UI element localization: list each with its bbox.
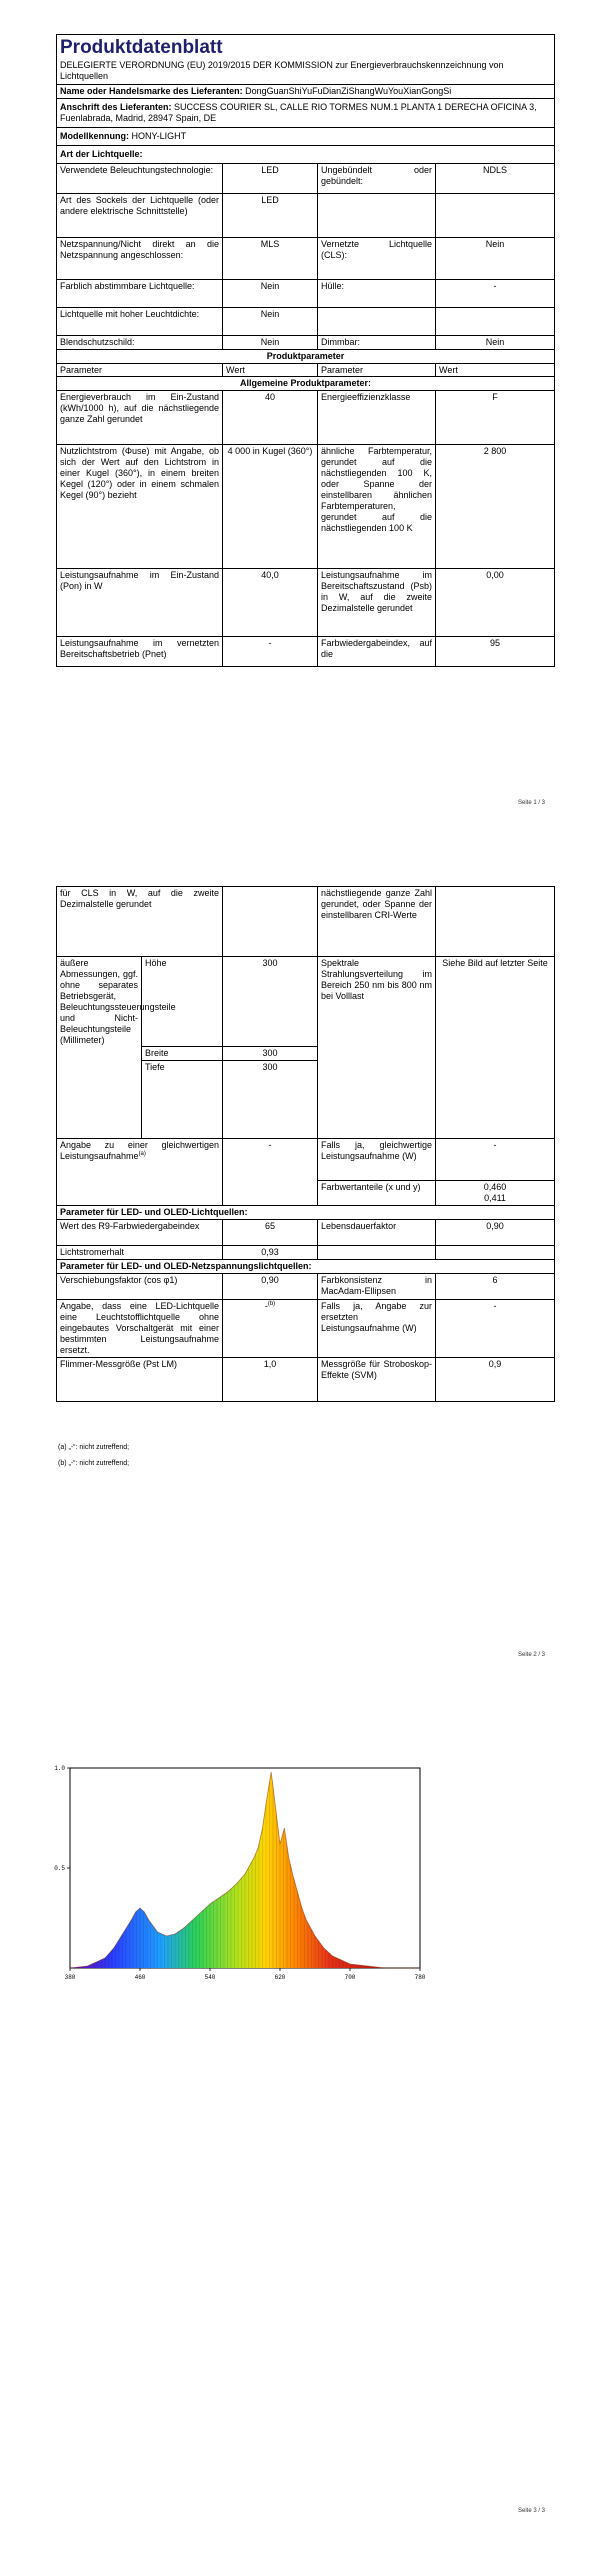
param-value: 0,9 [436,1357,555,1401]
general-params-header: Allgemeine Produktparameter: [57,377,555,391]
param-value: 0,00 [436,569,555,637]
param-value: 40,0 [223,569,318,637]
param-value: NDLS [436,163,555,193]
param-label: Verwendete Beleuchtungstechnologie: [57,163,223,193]
spectrum-chart [48,1760,428,2000]
param-label: Falls ja, Angabe zur ersetzten Leistungsaufnahme (W) [318,1299,436,1357]
param-value: - [223,1138,318,1205]
table-row [57,237,555,279]
param-label: Falls ja, gleichwertige Leistungsaufnahme (W) [318,1138,436,1180]
empty-cell [436,1245,555,1259]
param-label: Netzspannung/Nicht direkt an die Netzspannung angeschlossen: [57,237,223,279]
param-label: Hülle: [318,279,436,307]
page-title: Produktdatenblatt [60,37,223,58]
param-value [436,887,555,957]
param-label [318,193,436,237]
param-value: MLS [223,237,318,279]
param-value: - [436,279,555,307]
param-value: Nein [436,335,555,349]
table-row [57,1357,555,1401]
page-number: Seite 3 / 3 [518,2508,546,2514]
param-label: Dimmbar: [318,335,436,349]
table-row [57,391,555,445]
param-label: Vernetzte Lichtquelle (CLS): [318,237,436,279]
supplier-address-cell [57,98,555,127]
param-label: nächstliegende ganze Zahl gerundet, oder Spanne der einstellbaren CRI-Werte [318,887,436,957]
param-value: Nein [223,335,318,349]
param-label: Ungebündelt oder gebündelt: [318,163,436,193]
param-label: Angabe, dass eine LED-Lichtquelle eine Leuchtstofflichtquelle ohne eingebautes Vorschaltgerät mit einer bestimmten Leistungsaufnahme ersetzt. [57,1299,223,1357]
param-value: - [264,1300,268,1311]
param-value-cell [223,1299,318,1357]
param-label: Energieeffizienzklasse [318,391,436,445]
param-value: Nein [223,307,318,335]
param-label: Leistungsaufnahme im vernetzten Bereitschaftsbetrieb (Pnet) [57,637,223,667]
column-header-row [57,363,555,377]
column-header: Wert [223,363,318,377]
spectral-label: Spektrale Strahlungsverteilung im Bereich 250 nm bis 800 nm bei Volllast [318,957,436,1139]
param-label: Blendschutzschild: [57,335,223,349]
param-label: Wert des R9-Farbwiedergabeindex [57,1219,223,1245]
y-tick-label: 1.0 [54,1765,65,1772]
param-label: Farbwertanteile (x und y) [318,1180,436,1205]
chroma-x: 0,460 [483,1181,507,1192]
param-label: Farblich abstimmbare Lichtquelle: [57,279,223,307]
product-sheet-table-1 [56,34,555,667]
param-value [436,307,555,335]
dimensions-label: äußere Abmessungen, ggf. ohne separates Betriebsgerät, Beleuchtungssteuerungsteile und Nicht-Beleuchtungsteile (Millimeter) [57,957,142,1139]
param-label: Art des Sockels der Lichtquelle (oder andere elektrische Schnittstelle) [57,193,223,237]
param-value: 65 [223,1219,318,1245]
model-label: Modellkennung: [60,130,129,141]
param-label: für CLS in W, auf die zweite Dezimalstelle gerundet [57,887,223,957]
param-label: Angabe zu einer gleichwertigen Leistungsaufnahme [60,1139,220,1161]
param-label: Lebensdauerfaktor [318,1219,436,1245]
regulation-text: DELEGIERTE VERORDNUNG (EU) 2019/2015 DER KOMMISSION zur Energieverbrauchskennzeichnung von Lichtquellen [60,59,504,81]
param-label: Messgröße für Stroboskop-Effekte (SVM) [318,1357,436,1401]
param-label: Leistungsaufnahme im Ein-Zustand (Pon) in W [57,569,223,637]
model-cell [57,127,555,145]
param-value: 4 000 in Kugel (360°) [223,445,318,569]
x-tick-label: 780 [414,1974,426,1981]
dimension-name: Breite [142,1047,223,1061]
supplier-address-label: Anschrift des Lieferanten: [60,101,172,112]
table-row [57,569,555,637]
spectral-value: Siehe Bild auf letzter Seite [436,957,555,1139]
param-value [436,1180,555,1205]
param-value: 2 800 [436,445,555,569]
equivalent-power-label-cell [57,1138,223,1205]
param-value: LED [223,193,318,237]
table-row [57,163,555,193]
param-value: 0,90 [436,1219,555,1245]
param-value: F [436,391,555,445]
param-value: 1,0 [223,1357,318,1401]
table-row [57,335,555,349]
param-value: 6 [436,1273,555,1299]
model-id: HONY-LIGHT [129,130,187,141]
dimension-value: 300 [223,1047,318,1061]
supplier-name: DongGuanShiYuFuDianZiShangWuYouXianGongSi [242,85,452,96]
param-label: ähnliche Farbtemperatur, gerundet auf die nächstliegenden 100 K, oder Spanne der einstellbaren ähnlichen Farbtemperaturen, gerundet auf die nächstliegenden 100 K [318,445,436,569]
table-row [57,887,555,957]
dimension-value: 300 [223,957,318,1047]
x-tick-label: 700 [344,1974,356,1981]
x-tick-label: 540 [204,1974,216,1981]
param-label: Leistungsaufnahme im Bereitschaftszustand (Psb) in W, auf die zweite Dezimalstelle gerundet [318,569,436,637]
param-value [223,887,318,957]
mains-params-header: Parameter für LED- und OLED-Netzspannungslichtquellen: [57,1259,555,1273]
param-label [318,307,436,335]
param-label: Flimmer-Messgröße (Pst LM) [57,1357,223,1401]
param-value: LED [223,163,318,193]
product-sheet-table-2 [56,886,555,1402]
chroma-y: 0,411 [484,1192,506,1203]
param-value: Nein [223,279,318,307]
led-params-header: Parameter für LED- und OLED-Lichtquellen: [57,1205,555,1219]
param-value: Nein [436,237,555,279]
param-label: Lichtquelle mit hoher Leuchtdichte: [57,307,223,335]
footnote-a: (a) „-“: nicht zutreffend; [58,1444,130,1451]
column-header: Parameter [318,363,436,377]
table-row [57,193,555,237]
dimension-name: Höhe [142,957,223,1047]
table-row [57,307,555,335]
page-number: Seite 2 / 3 [518,1652,546,1658]
param-label: Farbwiedergabeindex, auf die [318,637,436,667]
footnote-marker: (b) [267,1300,276,1307]
param-value: 40 [223,391,318,445]
y-tick-label: 0.5 [54,1865,65,1872]
supplier-address: SUCCESS COURIER SL, CALLE RIO TORMES NUM.1 PLANTA 1 DERECHA OFICINA 3, Fuenlabrada, Madrid, 28947 Spain, DE [60,101,537,123]
dimension-name: Tiefe [142,1060,223,1138]
param-label: Lichtstromerhalt [57,1245,223,1259]
param-value: - [436,1299,555,1357]
table-row [57,279,555,307]
footnote-b: (b) „-“: nicht zutreffend; [58,1460,130,1467]
table-row [57,957,555,1047]
table-row [57,1245,555,1259]
supplier-name-cell [57,84,555,98]
param-label: Energieverbrauch im Ein-Zustand (kWh/1000 h), auf die nächstliegende ganze Zahl gerundet [57,391,223,445]
table-row [57,1299,555,1357]
table-row [57,445,555,569]
column-header: Parameter [57,363,223,377]
param-value: 0,90 [223,1273,318,1299]
param-label: Nutzlichtstrom (Φuse) mit Angabe, ob sich der Wert auf den Lichtstrom in einer Kugel (360°), in einem breiten Kegel (120°) oder in einem schmalen Kegel (90°) bezieht [57,445,223,569]
table-row [57,637,555,667]
supplier-name-label: Name oder Handelsmarke des Lieferanten: [60,85,243,96]
column-header: Wert [436,363,555,377]
page-number: Seite 1 / 3 [518,800,546,806]
x-tick-label: 380 [64,1974,76,1981]
x-tick-label: 460 [134,1974,146,1981]
empty-cell [318,1245,436,1259]
table-row [57,1138,555,1180]
dimension-value: 300 [223,1060,318,1138]
footnote-marker: (a) [138,1150,146,1157]
plot-area [54,1765,426,1981]
param-value: 0,93 [223,1245,318,1259]
param-value [436,193,555,237]
param-label: Verschiebungsfaktor (cos φ1) [57,1273,223,1299]
param-label: Farbkonsistenz in MacAdam-Ellipsen [318,1273,436,1299]
product-params-header: Produktparameter [57,349,555,363]
table-row [57,1219,555,1245]
param-value: - [436,1138,555,1180]
param-value: 95 [436,637,555,667]
x-tick-label: 620 [274,1974,286,1981]
param-value: - [223,637,318,667]
table-row [57,1273,555,1299]
lightsource-type-header: Art der Lichtquelle: [57,145,555,163]
